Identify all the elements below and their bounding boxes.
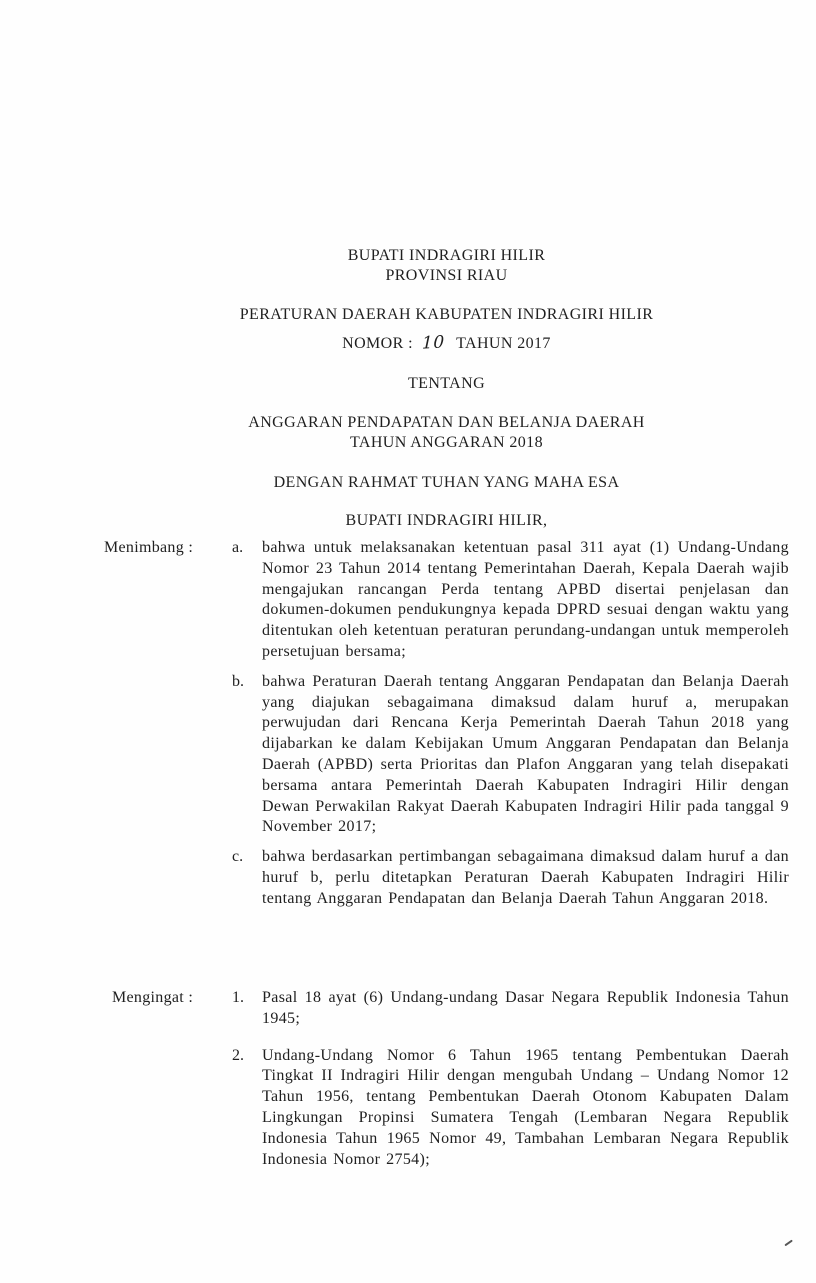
mengingat-section [104,988,789,1170]
item-marker: 1. [232,989,244,1006]
about-word: TENTANG [407,375,486,392]
invocation-line: DENGAN RAHMAT TUHAN YANG MAHA ESA [273,474,620,491]
regulation-number-year: TAHUN 2017 [456,335,551,352]
issuer-line: BUPATI INDRAGIRI HILIR, [345,512,548,529]
menimbang-label: Menimbang : [104,539,194,556]
regulation-number-line [104,333,789,354]
item-text: Undang-Undang Nomor 6 Tahun 1965 tentang Pembentukan Daerah Tingkat II Indragiri Hilir dengan mengubah Undang – Undang Nomor 12 Tahun 1956, tentang Pembentukan Daerah Otonom Kabupaten Dalam Lingkungan Propinsi Sumatera Tengah (Lembaran Negara Republik Indonesia Tahun 1965 Nomor 49, Tambahan Lembaran Negara Republik Indonesia Nomor 2754); [262,1046,789,1168]
menimbang-items [232,538,789,910]
subject-line-2: TAHUN ANGGARAN 2018 [350,434,543,451]
handwritten-regulation-number: 10 [422,332,446,354]
menimbang-section [104,538,789,910]
subject-line-1: ANGGARAN PENDAPATAN DAN BELANJA DAERAH [248,414,645,431]
item-text: bahwa untuk melaksanakan ketentuan pasal 311 ayat (1) Undang-Undang Nomor 23 Tahun 2014 tentang Pemerintahan Daerah, Kepala Daerah wajib mengajukan rancangan Perda tentang APBD disertai penjelasan dan dokumen-dokumen pendukungnya kepada DPRD sesuai dengan waktu yang ditentukan oleh ketentuan peraturan perundang-undangan untuk memperoleh persetujuan bersama; [262,539,790,660]
item-marker: c. [232,848,244,866]
menimbang-item-b [232,672,789,838]
item-text: bahwa berdasarkan pertimbangan sebagaimana dimaksud dalam huruf a dan huruf b, perlu ditetapkan Peraturan Daerah Kabupaten Indragiri Hilir tentang Anggaran Pendapatan dan Belanja Daerah Tahun Anggaran 2018. [262,848,789,907]
item-marker: b. [232,672,244,690]
menimbang-item-c [232,847,789,909]
item-marker: 2. [232,1046,244,1064]
document-header [104,246,789,531]
province-name: PROVINSI RIAU [385,267,508,284]
mengingat-item-2 [232,1046,789,1171]
item-text: Pasal 18 ayat (6) Undang-undang Dasar Negara Republik Indonesia Tahun 1945; [262,989,789,1027]
regulation-title: PERATURAN DAERAH KABUPATEN INDRAGIRI HILIR [239,306,654,323]
mengingat-items [232,988,789,1170]
item-text: bahwa Peraturan Daerah tentang Anggaran Pendapatan dan Belanja Daerah yang diajukan sebagaimana dimaksud dalam huruf a, merupakan perwujudan dari Rencana Kerja Pemerintah Daerah Tahun 2018 yang dijabarkan ke dalam Kebijakan Umum Anggaran Pendapatan dan Belanja Daerah (APBD) serta Prioritas dan Plafon Anggaran yang telah disepakati bersama antara Pemerintah Daerah Kabupaten Indragiri Hilir dengan Dewan Perwakilan Rakyat Daerah Kabupaten Indragiri Hilir pada tanggal 9 November 2017; [262,672,789,836]
scan-artifact-speck [784,1240,792,1246]
regulation-number-prefix: NOMOR : [342,335,413,352]
mengingat-item-1 [232,988,789,1030]
item-marker: a. [232,539,244,556]
authority-name: BUPATI INDRAGIRI HILIR [347,247,546,264]
mengingat-label: Mengingat : [112,989,194,1006]
menimbang-item-a [232,538,789,663]
